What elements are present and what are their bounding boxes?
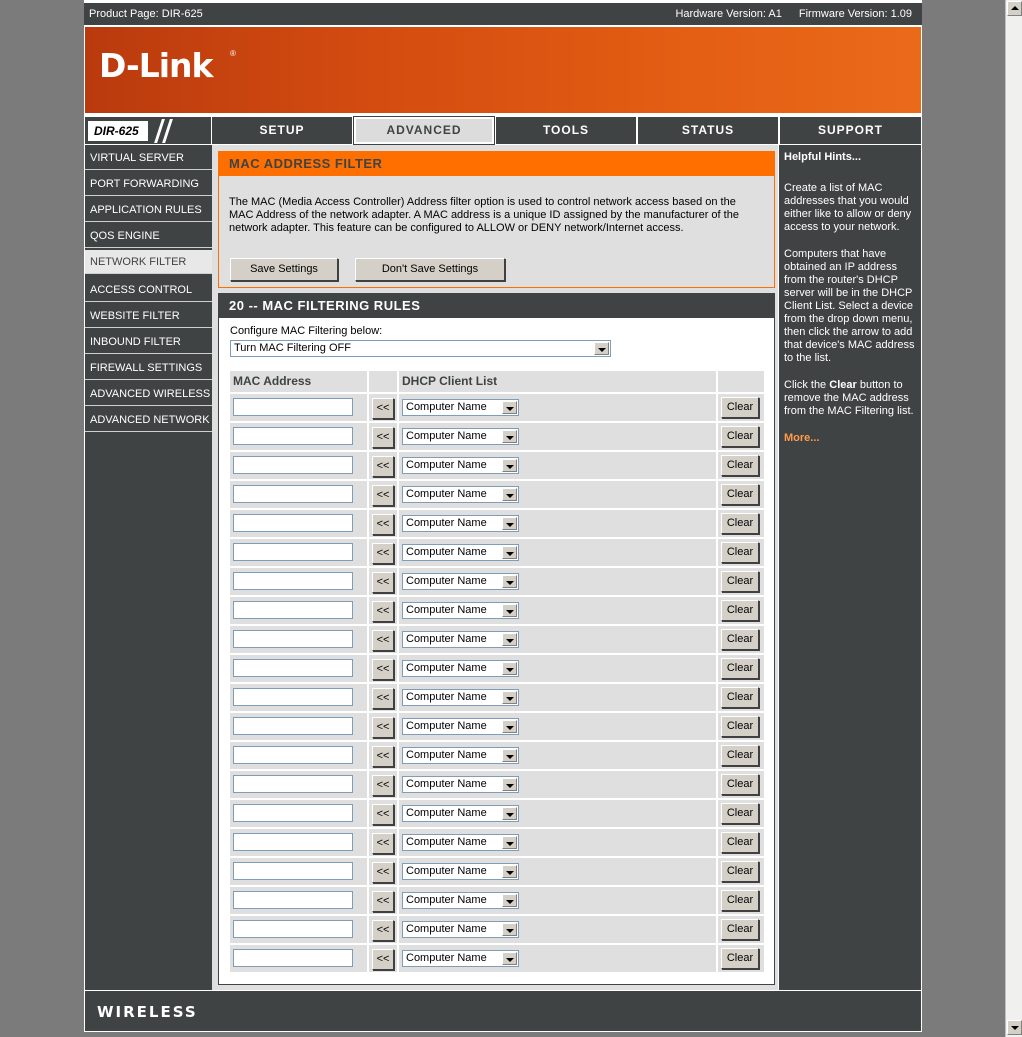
arrow-cell xyxy=(369,916,397,943)
dhcp-client-select[interactable] xyxy=(402,689,519,706)
clear-cell xyxy=(718,452,764,479)
add-mac-arrow-button[interactable]: << xyxy=(372,601,394,622)
clear-button[interactable]: Clear xyxy=(721,455,759,476)
mac-cell xyxy=(230,800,367,827)
hint-paragraph: Computers that have obtained an IP address from the router's DHCP server will be in the DHCP Client List. Select a device from the drop down menu, then click the arrow to add that device's MAC address to the list. xyxy=(784,248,915,364)
dhcp-client-value: Computer Name xyxy=(406,488,487,500)
clear-cell xyxy=(718,742,764,769)
clear-cell xyxy=(718,597,764,624)
arrow-cell xyxy=(369,771,397,798)
mac-address-input[interactable] xyxy=(233,949,353,967)
dhcp-client-value: Computer Name xyxy=(406,836,487,848)
chevron-down-icon[interactable] xyxy=(594,342,609,355)
mac-address-input[interactable] xyxy=(233,804,353,822)
chevron-down-icon[interactable] xyxy=(502,604,517,617)
table-row xyxy=(230,568,764,596)
mac-address-input[interactable] xyxy=(233,775,353,793)
dhcp-client-select[interactable] xyxy=(402,776,519,793)
dhcp-cell xyxy=(399,713,716,740)
dhcp-client-select[interactable] xyxy=(402,834,519,851)
mac-cell xyxy=(230,568,367,595)
filter-mode-value: Turn MAC Filtering OFF xyxy=(234,342,351,354)
mac-cell xyxy=(230,626,367,653)
main-content xyxy=(212,145,778,990)
section-title: MAC ADDRESS FILTER xyxy=(219,152,774,176)
dhcp-client-value: Computer Name xyxy=(406,894,487,906)
dhcp-client-select[interactable] xyxy=(402,486,519,503)
mac-address-input[interactable] xyxy=(233,543,353,561)
clear-button[interactable]: Clear xyxy=(721,861,759,882)
add-mac-arrow-button[interactable]: << xyxy=(372,717,394,738)
dhcp-cell xyxy=(399,626,716,653)
add-mac-arrow-button[interactable]: << xyxy=(372,543,394,564)
clear-cell xyxy=(718,539,764,566)
dhcp-client-select[interactable] xyxy=(402,544,519,561)
dhcp-cell xyxy=(399,742,716,769)
mac-cell xyxy=(230,423,367,450)
clear-button[interactable]: Clear xyxy=(721,484,759,505)
clear-cell xyxy=(718,771,764,798)
dhcp-cell xyxy=(399,684,716,711)
model-name: DIR-625 xyxy=(88,121,148,141)
table-row xyxy=(230,626,764,654)
clear-button[interactable]: Clear xyxy=(721,716,759,737)
table-row xyxy=(230,539,764,567)
dhcp-client-select[interactable] xyxy=(402,805,519,822)
dhcp-cell xyxy=(399,423,716,450)
arrow-cell xyxy=(369,684,397,711)
arrow-cell xyxy=(369,655,397,682)
clear-button[interactable]: Clear xyxy=(721,542,759,563)
clear-cell xyxy=(718,916,764,943)
dhcp-client-value: Computer Name xyxy=(406,749,487,761)
sidebar-item-firewall-settings[interactable]: FIREWALL SETTINGS xyxy=(85,356,212,380)
clear-button[interactable]: Clear xyxy=(721,629,759,650)
dhcp-client-select[interactable] xyxy=(402,573,519,590)
tab-status[interactable]: STATUS xyxy=(638,117,778,144)
chevron-down-icon[interactable] xyxy=(502,488,517,501)
add-mac-arrow-button[interactable]: << xyxy=(372,775,394,796)
dont-save-settings-button[interactable]: Don't Save Settings xyxy=(355,258,505,281)
clear-cell xyxy=(718,858,764,885)
chevron-down-icon[interactable] xyxy=(502,633,517,646)
dhcp-cell xyxy=(399,800,716,827)
footer-wireless-text: WIRELESS xyxy=(97,1003,198,1021)
brand-banner xyxy=(85,27,921,113)
dhcp-client-select[interactable] xyxy=(402,399,519,416)
add-mac-arrow-button[interactable]: << xyxy=(372,949,394,970)
add-mac-arrow-button[interactable]: << xyxy=(372,630,394,651)
dhcp-client-value: Computer Name xyxy=(406,459,487,471)
chevron-down-icon[interactable] xyxy=(502,691,517,704)
clear-cell xyxy=(718,945,764,972)
dhcp-cell xyxy=(399,771,716,798)
dhcp-cell xyxy=(399,510,716,537)
dhcp-client-select[interactable] xyxy=(402,660,519,677)
clear-button[interactable]: Clear xyxy=(721,600,759,621)
table-row xyxy=(230,858,764,886)
table-row xyxy=(230,655,764,683)
dhcp-client-value: Computer Name xyxy=(406,604,487,616)
registered-mark-icon: ® xyxy=(230,49,236,58)
chevron-down-icon[interactable] xyxy=(502,546,517,559)
dhcp-client-value: Computer Name xyxy=(406,923,487,935)
chevron-down-icon[interactable] xyxy=(502,720,517,733)
mac-address-input[interactable] xyxy=(233,920,353,938)
arrow-cell xyxy=(369,858,397,885)
table-row xyxy=(230,510,764,538)
clear-cell xyxy=(718,626,764,653)
chevron-down-icon[interactable] xyxy=(502,575,517,588)
sidebar-item-inbound-filter[interactable]: INBOUND FILTER xyxy=(85,330,212,354)
arrow-cell xyxy=(369,539,397,566)
arrow-cell xyxy=(369,510,397,537)
clear-cell xyxy=(718,713,764,740)
scrollbar[interactable] xyxy=(1005,0,1022,1037)
sidebar-item-virtual-server[interactable]: VIRTUAL SERVER xyxy=(85,146,212,170)
add-mac-arrow-button[interactable]: << xyxy=(372,514,394,535)
add-mac-arrow-button[interactable]: << xyxy=(372,804,394,825)
clear-button[interactable]: Clear xyxy=(721,948,759,969)
col-header-mac: MAC Address xyxy=(230,371,367,392)
dhcp-client-value: Computer Name xyxy=(406,517,487,529)
chevron-down-icon[interactable] xyxy=(502,807,517,820)
dhcp-cell xyxy=(399,858,716,885)
dhcp-client-select[interactable] xyxy=(402,602,519,619)
model-cell xyxy=(85,117,211,144)
dlink-logo: D-Link xyxy=(99,46,213,85)
sidebar xyxy=(85,145,212,990)
clear-cell xyxy=(718,800,764,827)
dhcp-cell xyxy=(399,568,716,595)
table-row xyxy=(230,887,764,915)
more-link[interactable]: More... xyxy=(784,432,820,444)
dhcp-client-value: Computer Name xyxy=(406,546,487,558)
dhcp-cell xyxy=(399,452,716,479)
mac-cell xyxy=(230,655,367,682)
add-mac-arrow-button[interactable]: << xyxy=(372,427,394,448)
sidebar-item-advanced-network[interactable]: ADVANCED NETWORK xyxy=(85,408,212,432)
dhcp-client-value: Computer Name xyxy=(406,952,487,964)
mac-address-input[interactable] xyxy=(233,862,353,880)
clear-cell xyxy=(718,510,764,537)
dhcp-cell xyxy=(399,945,716,972)
chevron-down-icon[interactable] xyxy=(502,401,517,414)
add-mac-arrow-button[interactable]: << xyxy=(372,572,394,593)
mac-cell xyxy=(230,539,367,566)
sidebar-item-advanced-wireless[interactable]: ADVANCED WIRELESS xyxy=(85,382,212,406)
arrow-cell xyxy=(369,394,397,421)
arrow-cell xyxy=(369,423,397,450)
mac-address-input[interactable] xyxy=(233,398,353,416)
helpful-hints-panel xyxy=(779,145,921,990)
clear-cell xyxy=(718,829,764,856)
sidebar-item-application-rules[interactable]: APPLICATION RULES xyxy=(85,198,212,222)
table-row xyxy=(230,423,764,451)
dhcp-client-value: Computer Name xyxy=(406,662,487,674)
arrow-cell xyxy=(369,945,397,972)
footer xyxy=(85,991,921,1031)
mac-address-input[interactable] xyxy=(233,717,353,735)
chevron-down-icon[interactable] xyxy=(502,952,517,965)
mac-rules-section xyxy=(218,293,775,985)
table-row xyxy=(230,829,764,857)
arrow-cell xyxy=(369,887,397,914)
dhcp-client-select[interactable] xyxy=(402,457,519,474)
clear-cell xyxy=(718,684,764,711)
clear-cell xyxy=(718,887,764,914)
dhcp-client-select[interactable] xyxy=(402,950,519,967)
dhcp-client-value: Computer Name xyxy=(406,691,487,703)
tab-setup[interactable]: SETUP xyxy=(212,117,352,144)
clear-button[interactable]: Clear xyxy=(721,426,759,447)
mac-cell xyxy=(230,597,367,624)
mac-address-input[interactable] xyxy=(233,688,353,706)
table-row xyxy=(230,684,764,712)
table-row xyxy=(230,800,764,828)
add-mac-arrow-button[interactable]: << xyxy=(372,456,394,477)
dhcp-client-select[interactable] xyxy=(402,892,519,909)
table-row xyxy=(230,394,764,422)
dhcp-client-value: Computer Name xyxy=(406,430,487,442)
mac-cell xyxy=(230,829,367,856)
add-mac-arrow-button[interactable]: << xyxy=(372,398,394,419)
clear-button[interactable]: Clear xyxy=(721,774,759,795)
dhcp-cell xyxy=(399,887,716,914)
dhcp-cell xyxy=(399,655,716,682)
chevron-down-icon[interactable] xyxy=(502,865,517,878)
chevron-down-icon[interactable] xyxy=(502,430,517,443)
tab-support[interactable]: SUPPORT xyxy=(780,117,921,144)
add-mac-arrow-button[interactable]: << xyxy=(372,891,394,912)
configure-label: Configure MAC Filtering below: xyxy=(230,325,383,337)
clear-cell xyxy=(718,423,764,450)
mac-filter-section xyxy=(218,151,775,288)
chevron-down-icon[interactable] xyxy=(502,749,517,762)
dhcp-client-select[interactable] xyxy=(402,921,519,938)
mac-cell xyxy=(230,887,367,914)
table-row xyxy=(230,481,764,509)
mac-cell xyxy=(230,858,367,885)
product-page-text: Product Page: DIR-625 xyxy=(89,8,203,20)
hint-paragraph: Create a list of MAC addresses that you would either like to allow or deny access to your network. xyxy=(784,182,912,233)
clear-button[interactable]: Clear xyxy=(721,919,759,940)
dhcp-client-value: Computer Name xyxy=(406,633,487,645)
chevron-down-icon[interactable] xyxy=(502,836,517,849)
mac-address-input[interactable] xyxy=(233,427,353,445)
mac-address-input[interactable] xyxy=(233,485,353,503)
mac-cell xyxy=(230,771,367,798)
dhcp-cell xyxy=(399,916,716,943)
chevron-down-icon[interactable] xyxy=(502,778,517,791)
chevron-down-icon[interactable] xyxy=(502,459,517,472)
arrow-cell xyxy=(369,742,397,769)
scroll-down-icon[interactable] xyxy=(1007,1020,1022,1035)
dhcp-client-select[interactable] xyxy=(402,428,519,445)
mac-address-input[interactable] xyxy=(233,659,353,677)
mac-address-input[interactable] xyxy=(233,833,353,851)
info-bar xyxy=(84,3,922,25)
col-header-arrow xyxy=(369,371,397,392)
clear-cell xyxy=(718,568,764,595)
hardware-version: Hardware Version: A1 xyxy=(675,8,782,20)
table-row xyxy=(230,713,764,741)
dhcp-client-value: Computer Name xyxy=(406,401,487,413)
mac-cell xyxy=(230,742,367,769)
mac-address-input[interactable] xyxy=(233,572,353,590)
table-row xyxy=(230,452,764,480)
mac-cell xyxy=(230,510,367,537)
table-row xyxy=(230,597,764,625)
sidebar-item-access-control[interactable]: ACCESS CONTROL xyxy=(85,278,212,302)
dhcp-cell xyxy=(399,597,716,624)
add-mac-arrow-button[interactable]: << xyxy=(372,746,394,767)
clear-button[interactable]: Clear xyxy=(721,745,759,766)
arrow-cell xyxy=(369,800,397,827)
dhcp-cell xyxy=(399,539,716,566)
clear-button[interactable]: Clear xyxy=(721,890,759,911)
dhcp-client-value: Computer Name xyxy=(406,575,487,587)
dhcp-client-value: Computer Name xyxy=(406,778,487,790)
tab-advanced[interactable]: ADVANCED xyxy=(354,117,494,144)
dhcp-cell xyxy=(399,829,716,856)
add-mac-arrow-button[interactable]: << xyxy=(372,659,394,680)
table-row xyxy=(230,742,764,770)
arrow-cell xyxy=(369,568,397,595)
clear-button[interactable]: Clear xyxy=(721,658,759,679)
firmware-version: Firmware Version: 1.09 xyxy=(798,8,912,20)
mac-cell xyxy=(230,916,367,943)
dhcp-client-value: Computer Name xyxy=(406,807,487,819)
mac-cell xyxy=(230,945,367,972)
dhcp-cell xyxy=(399,481,716,508)
dhcp-client-value: Computer Name xyxy=(406,720,487,732)
dhcp-client-select[interactable] xyxy=(402,631,519,648)
dhcp-client-select[interactable] xyxy=(402,747,519,764)
sidebar-item-qos-engine[interactable]: QOS ENGINE xyxy=(85,224,212,248)
arrow-cell xyxy=(369,829,397,856)
hints-title: Helpful Hints... xyxy=(784,151,861,163)
mac-address-input[interactable] xyxy=(233,601,353,619)
sidebar-item-website-filter[interactable]: WEBSITE FILTER xyxy=(85,304,212,328)
mac-cell xyxy=(230,481,367,508)
mac-cell xyxy=(230,713,367,740)
add-mac-arrow-button[interactable]: << xyxy=(372,485,394,506)
col-header-dhcp: DHCP Client List xyxy=(399,371,716,392)
clear-button[interactable]: Clear xyxy=(721,513,759,534)
mac-cell xyxy=(230,452,367,479)
add-mac-arrow-button[interactable]: << xyxy=(372,862,394,883)
arrow-cell xyxy=(369,481,397,508)
scroll-up-icon[interactable] xyxy=(1007,1,1022,16)
add-mac-arrow-button[interactable]: << xyxy=(372,920,394,941)
arrow-cell xyxy=(369,626,397,653)
chevron-down-icon[interactable] xyxy=(502,517,517,530)
mac-address-input[interactable] xyxy=(233,514,353,532)
dhcp-cell xyxy=(399,394,716,421)
hint-paragraph: Click the Clear button to remove the MAC address from the MAC Filtering list. xyxy=(784,379,914,417)
filter-mode-select[interactable] xyxy=(230,340,611,357)
clear-button[interactable]: Clear xyxy=(721,687,759,708)
sidebar-item-network-filter[interactable]: NETWORK FILTER xyxy=(85,250,212,274)
mac-address-input[interactable] xyxy=(233,746,353,764)
clear-button[interactable]: Clear xyxy=(721,832,759,853)
mac-address-input[interactable] xyxy=(233,630,353,648)
save-settings-button[interactable]: Save Settings xyxy=(230,258,338,281)
section-description: The MAC (Media Access Controller) Address filter option is used to control network access based on the MAC Address of the network adapter. A MAC address is a unique ID assigned by the manufacturer of the network adapter. This feature can be configured to ALLOW or DENY network/Internet access. xyxy=(229,196,739,234)
chevron-down-icon[interactable] xyxy=(502,923,517,936)
arrow-cell xyxy=(369,597,397,624)
clear-button[interactable]: Clear xyxy=(721,803,759,824)
mac-address-input[interactable] xyxy=(233,456,353,474)
mac-cell xyxy=(230,684,367,711)
clear-cell xyxy=(718,655,764,682)
chevron-down-icon[interactable] xyxy=(502,662,517,675)
clear-button[interactable]: Clear xyxy=(721,571,759,592)
clear-button[interactable]: Clear xyxy=(721,397,759,418)
add-mac-arrow-button[interactable]: << xyxy=(372,688,394,709)
arrow-cell xyxy=(369,452,397,479)
router-page xyxy=(84,0,922,1032)
sidebar-item-port-forwarding[interactable]: PORT FORWARDING xyxy=(85,172,212,196)
col-header-clear xyxy=(718,371,764,392)
chevron-down-icon[interactable] xyxy=(502,894,517,907)
arrow-cell xyxy=(369,713,397,740)
mac-cell xyxy=(230,394,367,421)
table-row xyxy=(230,916,764,944)
clear-cell xyxy=(718,481,764,508)
clear-cell xyxy=(718,394,764,421)
tab-tools[interactable]: TOOLS xyxy=(496,117,636,144)
dhcp-client-select[interactable] xyxy=(402,718,519,735)
rules-title: 20 -- MAC FILTERING RULES xyxy=(219,294,774,318)
dhcp-client-value: Computer Name xyxy=(406,865,487,877)
dhcp-client-select[interactable] xyxy=(402,863,519,880)
dhcp-client-select[interactable] xyxy=(402,515,519,532)
mac-address-input[interactable] xyxy=(233,891,353,909)
table-row xyxy=(230,771,764,799)
add-mac-arrow-button[interactable]: << xyxy=(372,833,394,854)
table-row xyxy=(230,945,764,973)
